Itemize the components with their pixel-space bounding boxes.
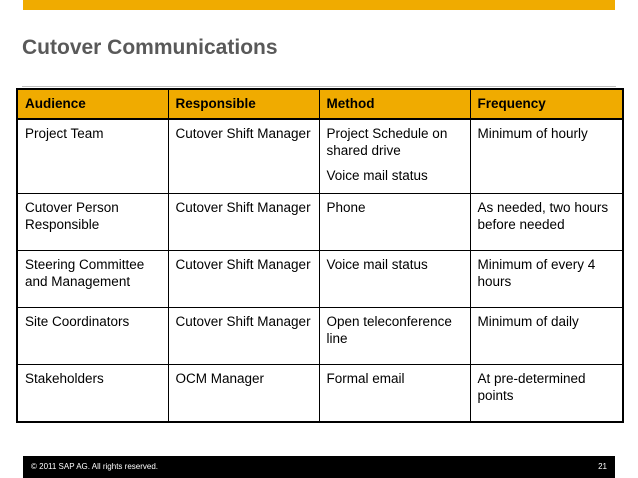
cell-frequency: As needed, two hours before needed — [470, 194, 623, 251]
cell-audience: Project Team — [17, 119, 168, 194]
table-row — [17, 365, 623, 423]
communications-table — [16, 88, 624, 423]
table-row — [17, 194, 623, 251]
cell-method: Open teleconference line — [319, 308, 470, 365]
cell-audience: Site Coordinators — [17, 308, 168, 365]
header-frequency: Frequency — [470, 89, 623, 119]
cell-responsible: Cutover Shift Manager — [168, 119, 319, 194]
cell-audience: Steering Committee and Management — [17, 251, 168, 308]
header-method: Method — [319, 89, 470, 119]
cell-frequency: Minimum of every 4 hours — [470, 251, 623, 308]
cell-responsible: Cutover Shift Manager — [168, 308, 319, 365]
header-responsible: Responsible — [168, 89, 319, 119]
top-accent-bar — [23, 0, 615, 10]
table-row — [17, 119, 623, 194]
table-header-row — [17, 89, 623, 119]
cell-method: Voice mail status — [319, 251, 470, 308]
cell-audience: Stakeholders — [17, 365, 168, 423]
cell-responsible: OCM Manager — [168, 365, 319, 423]
cell-method: Phone — [319, 194, 470, 251]
table-row — [17, 308, 623, 365]
cell-frequency: Minimum of hourly — [470, 119, 623, 194]
cell-responsible: Cutover Shift Manager — [168, 194, 319, 251]
page-title: Cutover Communications — [22, 36, 278, 59]
method-extra-text: Voice mail status — [326, 168, 428, 183]
cell-method — [319, 119, 470, 194]
cell-frequency: Minimum of daily — [470, 308, 623, 365]
cell-responsible: Cutover Shift Manager — [168, 251, 319, 308]
title-divider — [22, 86, 616, 87]
header-audience: Audience — [17, 89, 168, 119]
footer-bar — [23, 456, 615, 478]
page-number: 21 — [598, 462, 607, 471]
method-text: Project Schedule on shared drive — [326, 126, 448, 158]
cell-method: Formal email — [319, 365, 470, 423]
table-row — [17, 251, 623, 308]
copyright-text: © 2011 SAP AG. All rights reserved. — [31, 462, 158, 471]
cell-audience: Cutover Person Responsible — [17, 194, 168, 251]
cell-frequency: At pre-determined points — [470, 365, 623, 423]
